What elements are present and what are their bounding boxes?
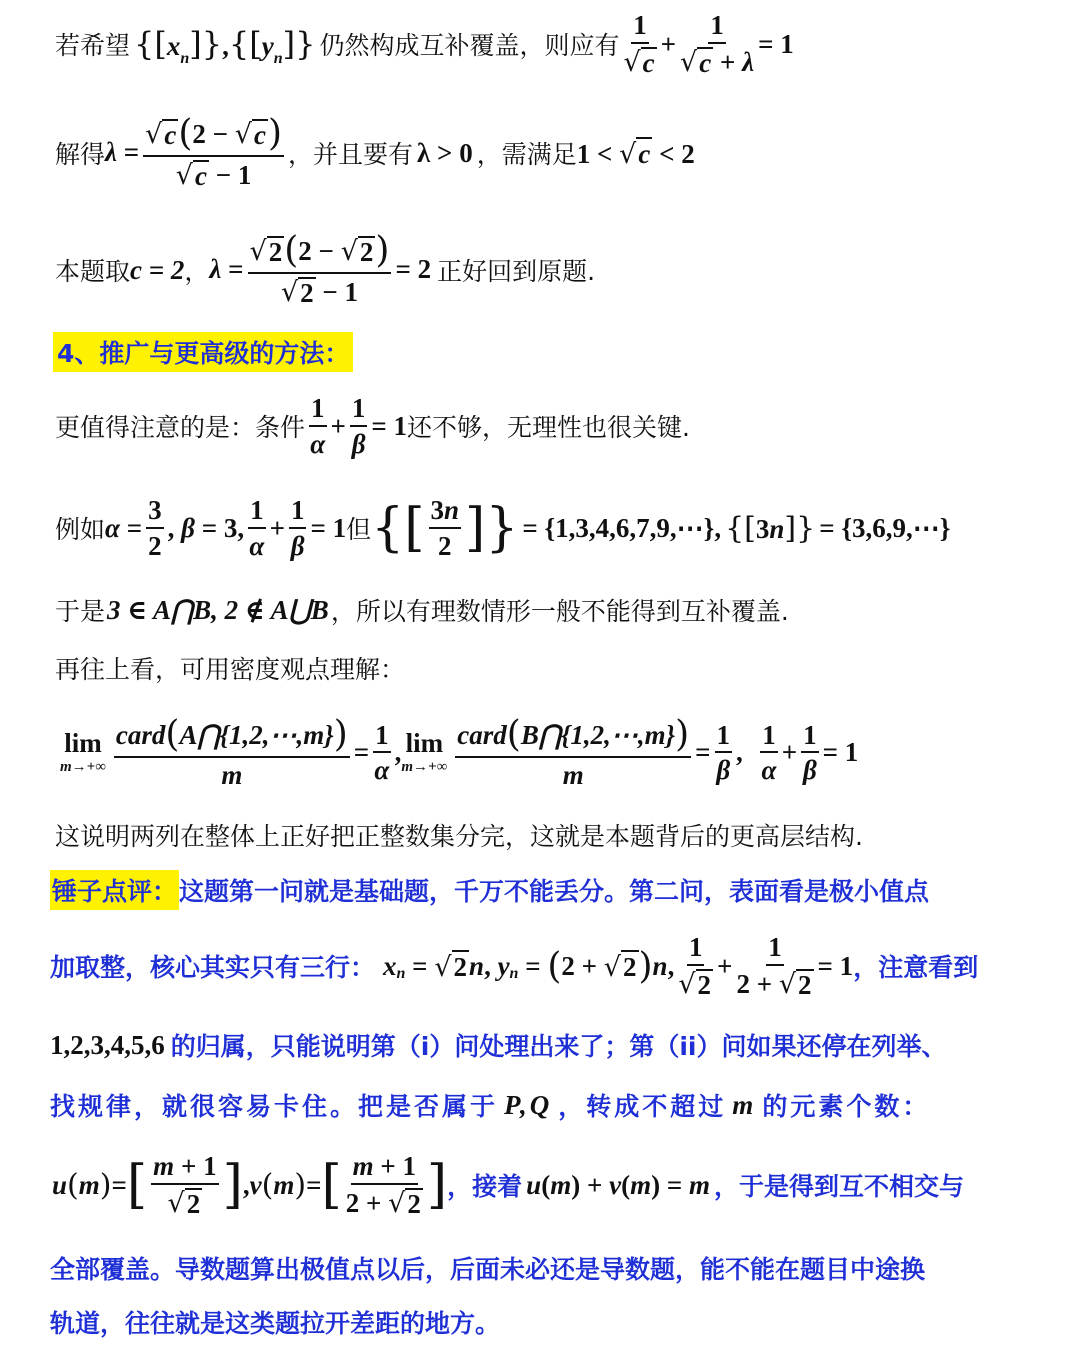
set-b-values: = {3,6,9,⋯} (819, 512, 951, 543)
comment-line-2 (50, 930, 1080, 1002)
comment-p4d: m (732, 1089, 757, 1120)
density-formula: lim m→+∞ card ( A⋂{1,2,⋯,m} ) m = $\frac{1}{\alpha}$ , lim m→+∞ card ( B⋂{1,2,⋯,m} ) m = $\frac{1}{\beta}$ , $\frac{1}{\alpha}$ + $\frac{1}{\beta}$ = 1 (60, 713, 859, 790)
section-heading: 4、推广与更高级的方法： (53, 332, 353, 372)
line-solve-lambda (55, 105, 1080, 201)
line-density-intro (55, 648, 1080, 688)
line1-mid: 仍然构成互补覆盖，则应有 (319, 31, 620, 60)
comment-p6: 全部覆盖。导数题算出极值点以后，后面未必还是导数题，能不能在题目中途换 (50, 1255, 926, 1284)
counting-functions: u ( m ) = [ m + 1 √ 2 ] , v ( m ) = [ m + 1 2 + √ 2 ] (52, 1151, 448, 1219)
line-rational-conclusion (55, 590, 1080, 630)
line-rational-example (55, 488, 1080, 568)
comment-line-4 (50, 1085, 1080, 1125)
line-irrationality-note (55, 390, 1080, 462)
set-a-values: = {1,3,4,6,7,9,⋯}, (522, 512, 722, 543)
floor-set-a: {[ 3 n 2 ]} (371, 495, 519, 561)
comment-p2b: ，注意看到 (853, 953, 979, 982)
comment-label: 锤子点评： (50, 870, 179, 910)
comment-line-6 (50, 1248, 1080, 1288)
line3-suffix: 正好回到原题. (437, 257, 596, 286)
line-structure-summary (55, 815, 1080, 855)
comment-p7: 轨道，往往就是这类题拉开差距的地方。 (50, 1309, 501, 1338)
line5-prefix: 更值得注意的是：条件 (55, 413, 306, 442)
line7-suffix: ，所以有理数情形一般不能得到互补覆盖. (330, 597, 789, 626)
lambda-positive: λ > 0 (417, 137, 473, 168)
card-a-set: A⋂{1,2,⋯,m} (179, 719, 334, 750)
sum-identity: u(m) + v(m) = m (526, 1169, 711, 1200)
card-b-label: card (457, 719, 507, 750)
alpha-beta-condition: $\frac{1}{\alpha}$ + $\frac{1}{\beta}$ = 1 (310, 393, 408, 459)
comment-p4e: 的元素个数： (762, 1092, 931, 1121)
core-formulas: x n = √ 2 n , y n = ( 2 + √ 2 ) n , 1 √ 2 + 1 2 + √ 2 = 1 (383, 932, 854, 1000)
comment-p2a: 加取整，核心其实只有三行： (50, 953, 376, 982)
c-value: c = 2 (130, 254, 185, 285)
card-b-set: B⋂{1,2,⋯,m} (520, 719, 676, 750)
line2-mid2: ，需满足 (476, 140, 577, 169)
line10-text: 这说明两列在整体上正好把正整数集分完，这就是本题背后的更高层结构. (55, 822, 863, 851)
card-a-label: card (115, 719, 166, 750)
line3-prefix: 本题取 (55, 257, 131, 286)
line5-suffix: 还不够，无理性也很关键. (407, 413, 690, 442)
line2-mid: ，并且要有 (288, 140, 414, 169)
comment-p4c: ，转成不超过 (558, 1092, 727, 1121)
comment-p4b: P,Q (504, 1089, 553, 1120)
line-density-limits (60, 705, 1080, 800)
comment-line-1 (50, 870, 1080, 910)
comment-line-7 (50, 1302, 1080, 1342)
comment-p1: 这题第一问就是基础题，千万不能丢分。第二问，表面看是极小值点 (179, 877, 930, 906)
section-heading-row (53, 332, 1080, 372)
lambda-formula: λ = √ c ( 2 − √ c ) √ c − 1 (105, 113, 283, 192)
line-example-c2 (55, 222, 1080, 318)
comment-p3a: 1,2,3,4,5,6 (50, 1029, 165, 1060)
comment-p5b: ，于是得到互不相交与 (714, 1172, 965, 1201)
line7-prefix: 于是 (55, 597, 106, 626)
line3-sep: ， (184, 257, 210, 286)
line1-prefix: 若希望 (55, 31, 131, 60)
range-condition: 1 < √ c < 2 (576, 138, 695, 170)
comment-line-5 (52, 1145, 1080, 1225)
lambda-value-formula: λ = √ 2 ( 2 − √ 2 ) √ 2 − 1 = 2 (209, 230, 432, 309)
sequence-sets: $\{[x_n]\},\{[y_n]\}$ (134, 25, 316, 67)
comment-p3b: 的归属，只能说明第（i）问处理出来了；第（ii）问如果还停在列举、 (170, 1032, 947, 1061)
rational-example-formula: α = $\frac{3}{2}$ , β = 3, $\frac{1}{\alpha}$ + $\frac{1}{\beta}$ = 1 (105, 495, 347, 561)
line8-text: 再往上看，可用密度观点理解： (55, 655, 406, 684)
comment-p4a: 找规律，就很容易卡住。把是否属于 (50, 1092, 499, 1121)
membership-math: 3 ∈ A⋂B, 2 ∉ A⋃B (107, 594, 329, 625)
line6-prefix: 例如 (55, 515, 106, 544)
floor-set-b: {[3n]} (725, 510, 816, 546)
comment-p5a: ，接着 (447, 1172, 523, 1201)
condition-formula: 1 √ c + 1 √ c + λ = 1 (623, 10, 794, 78)
line2-prefix: 解得 (55, 140, 106, 169)
line6-but: 但 (346, 515, 372, 544)
comment-line-3 (50, 1025, 1080, 1065)
line-complement-condition (55, 8, 1080, 80)
